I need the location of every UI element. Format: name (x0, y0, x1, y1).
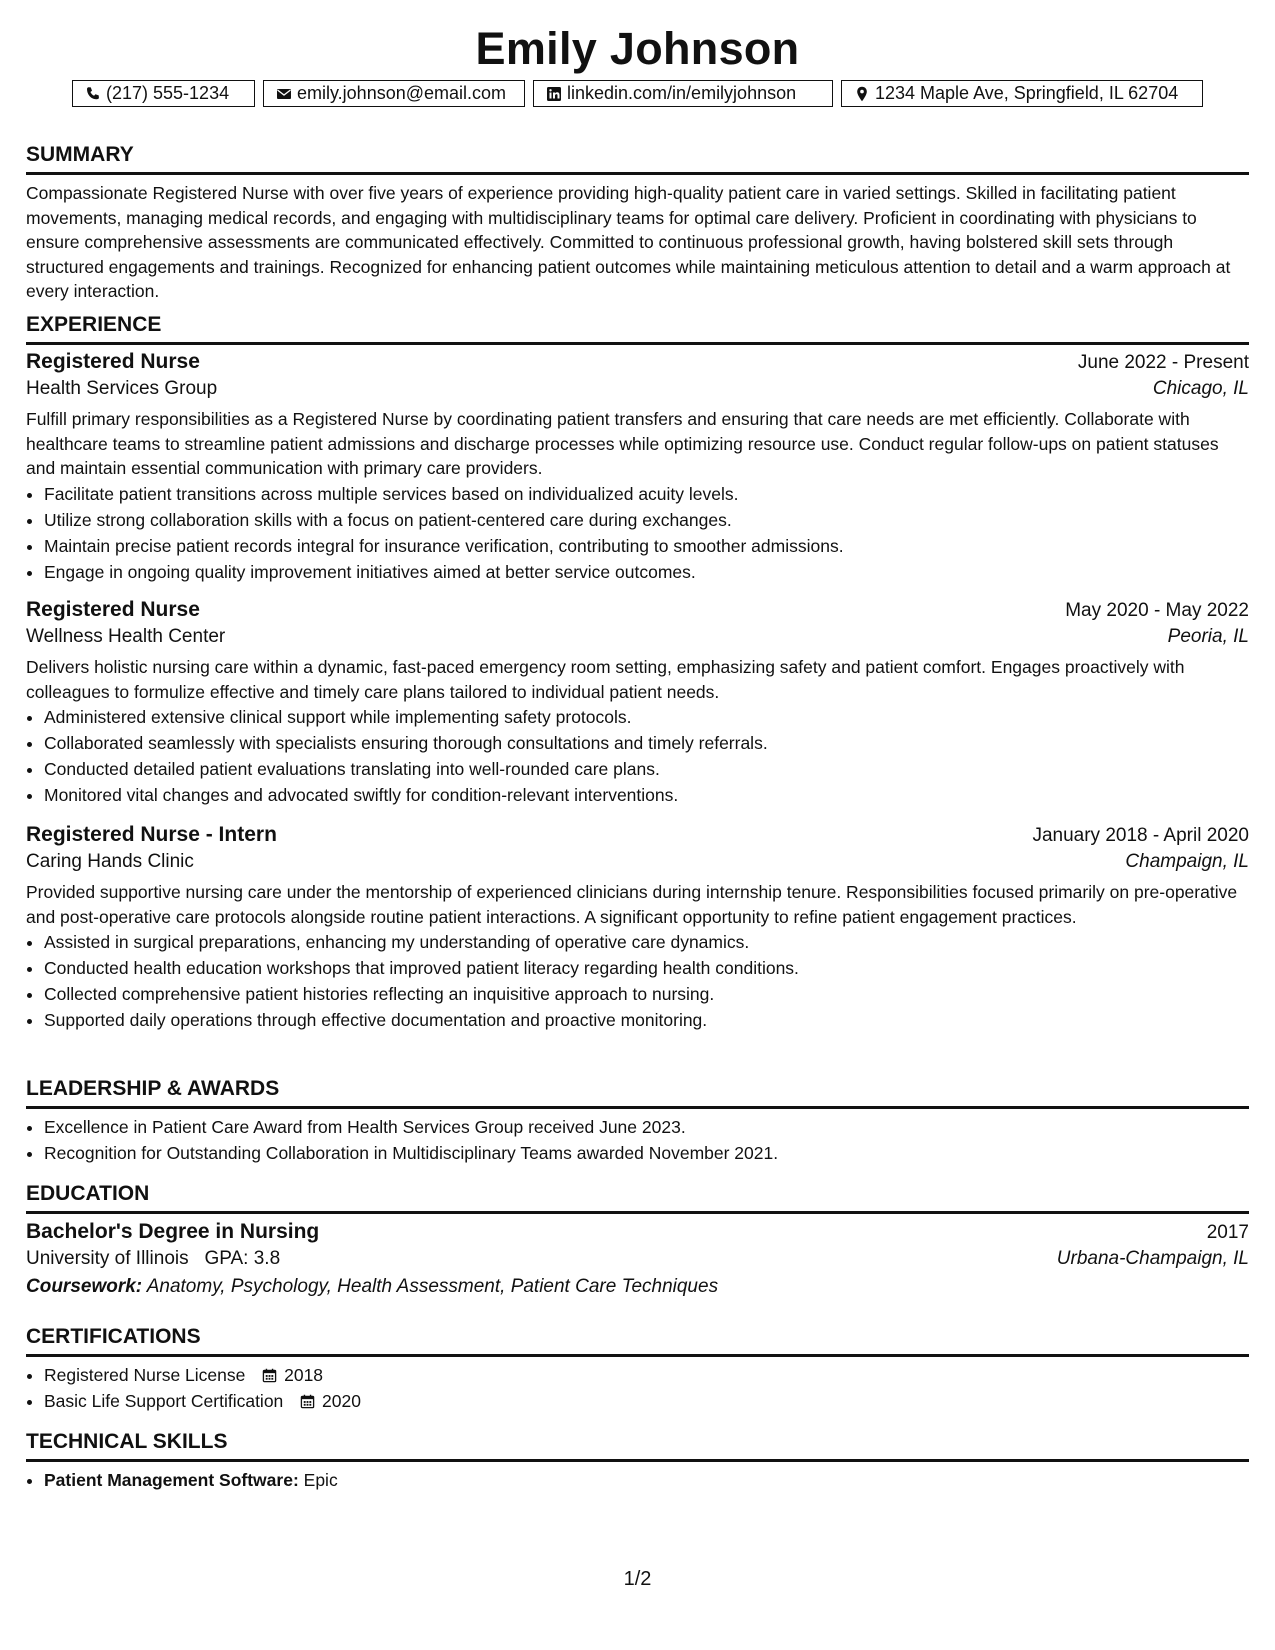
address-text: 1234 Maple Ave, Springfield, IL 62704 (875, 83, 1179, 103)
list-item (44, 1388, 1249, 1414)
job-date: May 2020 - May 2022 (1065, 600, 1249, 621)
job-company: Caring Hands Clinic (26, 851, 194, 872)
coursework-label: Coursework: (26, 1276, 143, 1297)
experience-heading: EXPERIENCE (26, 313, 1249, 345)
job-location: Chicago, IL (1152, 378, 1249, 399)
certification-name: Basic Life Support Certification (44, 1391, 284, 1411)
job-date: June 2022 - Present (1077, 352, 1249, 373)
certification-list (26, 1362, 1249, 1414)
skills-heading: TECHNICAL SKILLS (26, 1430, 1249, 1462)
education-section (26, 1182, 1249, 1298)
calendar-icon (300, 1394, 315, 1409)
linkedin-text: linkedin.com/in/emilyjohnson (567, 83, 797, 103)
certification-year: 2020 (322, 1391, 361, 1411)
list-item: • Maintain precise patient records integral for insurance verification, contributing to smoother admissions. (44, 533, 1249, 559)
summary-heading: SUMMARY (26, 143, 1249, 175)
list-item: • Collected comprehensive patient histories reflecting an inquisitive approach to nursing. (44, 981, 1249, 1007)
linkedin-icon (546, 86, 562, 102)
job-title: Registered Nurse (26, 598, 200, 621)
resume-page (26, 0, 1249, 1490)
list-item: • Excellence in Patient Care Award from Health Services Group received June 2023. (44, 1114, 1249, 1140)
summary-text: Compassionate Registered Nurse with over five years of experience providing high-quality patient care in varied settings. Skilled in facilitating patient movements, managing medical records, and engaging with multidisciplinary teams for optimal care delivery. Proficient in coordinating with physicians to ensure comprehensive assessments are communicated effectively. Committed to continuous professional growth, having bolstered skill sets through structured engagements and trainings. Recognized for enhancing patient outcomes while maintaining meticulous attention to detail and a warm approach at every interaction. (26, 183, 1231, 301)
address-chip (841, 80, 1203, 107)
job-description: Delivers holistic nursing care within a dynamic, fast-paced emergency room setting, emphasizing safety and patient comfort. Engages proactively with colleagues to formulize effective and timely care plans tailored to individual patient needs. (26, 657, 1185, 702)
graduation-year: 2017 (1206, 1222, 1249, 1243)
school-name: University of Illinois (26, 1248, 189, 1269)
list-item: • Supported daily operations through effective documentation and proactive monitoring. (44, 1007, 1249, 1033)
list-item (44, 1362, 1249, 1388)
leadership-heading: LEADERSHIP & AWARDS (26, 1077, 1249, 1109)
job-entry (26, 823, 1249, 1033)
job-entry (26, 598, 1249, 808)
job-title: Registered Nurse (26, 350, 200, 373)
envelope-icon (276, 86, 292, 102)
phone-text: (217) 555-1234 (106, 83, 230, 103)
email-chip[interactable] (263, 80, 525, 107)
skills-list (26, 1467, 1249, 1493)
list-item: • Conducted health education workshops that improved patient literacy regarding health conditions. (44, 955, 1249, 981)
school-line (26, 1248, 280, 1270)
coursework-text: Anatomy, Psychology, Health Assessment, Patient Care Techniques (146, 1276, 719, 1297)
list-item: • Recognition for Outstanding Collaboration in Multidisciplinary Teams awarded November 2021. (44, 1140, 1249, 1166)
job-company: Wellness Health Center (26, 626, 226, 647)
job-entry (26, 350, 1249, 585)
calendar-icon (262, 1368, 277, 1383)
job-title: Registered Nurse - Intern (26, 823, 277, 846)
phone-icon (85, 86, 101, 102)
certification-name: Registered Nurse License (44, 1365, 246, 1385)
contact-bar (26, 80, 1249, 107)
linkedin-chip[interactable] (533, 80, 833, 107)
map-pin-icon (854, 86, 870, 102)
skill-label: Patient Management Software: (44, 1470, 299, 1490)
job-location: Champaign, IL (1125, 851, 1249, 872)
list-item: • Facilitate patient transitions across multiple services based on individualized acuity levels. (44, 481, 1249, 507)
list-item (44, 1467, 1249, 1493)
list-item: • Collaborated seamlessly with specialists ensuring thorough consultations and timely referrals. (44, 730, 1249, 756)
job-description: Provided supportive nursing care under the mentorship of experienced clinicians during internship tenure. Responsibilities focused primarily on pre-operative and post-operative care protocols alongside routine patient interactions. A significant opportunity to refine patient engagement practices. (26, 882, 1238, 927)
certifications-section (26, 1325, 1249, 1414)
experience-section (26, 313, 1249, 345)
list-item: • Engage in ongoing quality improvement initiatives aimed at better service outcomes. (44, 559, 1249, 585)
list-item: • Administered extensive clinical support while implementing safety protocols. (44, 704, 1249, 730)
job-location: Peoria, IL (1167, 626, 1249, 647)
skill-value: Epic (303, 1470, 338, 1490)
job-company: Health Services Group (26, 378, 218, 399)
degree-title: Bachelor's Degree in Nursing (26, 1220, 320, 1243)
job-bullets (26, 929, 1249, 1033)
job-bullets (26, 481, 1249, 585)
education-heading: EDUCATION (26, 1182, 1249, 1214)
skills-section (26, 1430, 1249, 1493)
leadership-section (26, 1077, 1249, 1166)
school-location: Urbana-Champaign, IL (1056, 1248, 1249, 1269)
job-description: Fulfill primary responsibilities as a Registered Nurse by coordinating patient transfers and ensuring that care needs are met efficiently. Collaborate with healthcare teams to streamline patient admissions and discharge processes while optimizing resource use. Conduct regular follow-ups on patient statuses and maintain essential communication with primary care providers. (26, 409, 1219, 478)
list-item: • Assisted in surgical preparations, enhancing my understanding of operative care dynamics. (44, 929, 1249, 955)
list-item: • Conducted detailed patient evaluations translating into well-rounded care plans. (44, 756, 1249, 782)
email-text: emily.johnson@email.com (297, 83, 507, 103)
page-number: 1/2 (623, 1568, 652, 1590)
list-item: • Monitored vital changes and advocated swiftly for condition-relevant interventions. (44, 782, 1249, 808)
certification-year: 2018 (284, 1365, 324, 1385)
coursework-line (26, 1276, 1249, 1298)
award-list (26, 1114, 1249, 1166)
gpa: GPA: 3.8 (204, 1248, 281, 1269)
job-bullets (26, 704, 1249, 808)
job-date: January 2018 - April 2020 (1032, 825, 1249, 846)
certifications-heading: CERTIFICATIONS (26, 1325, 1249, 1357)
list-item: • Utilize strong collaboration skills with a focus on patient-centered care during exchanges. (44, 507, 1249, 533)
phone-chip[interactable] (72, 80, 255, 107)
candidate-name: Emily Johnson (475, 23, 800, 74)
summary-section (26, 143, 1249, 304)
